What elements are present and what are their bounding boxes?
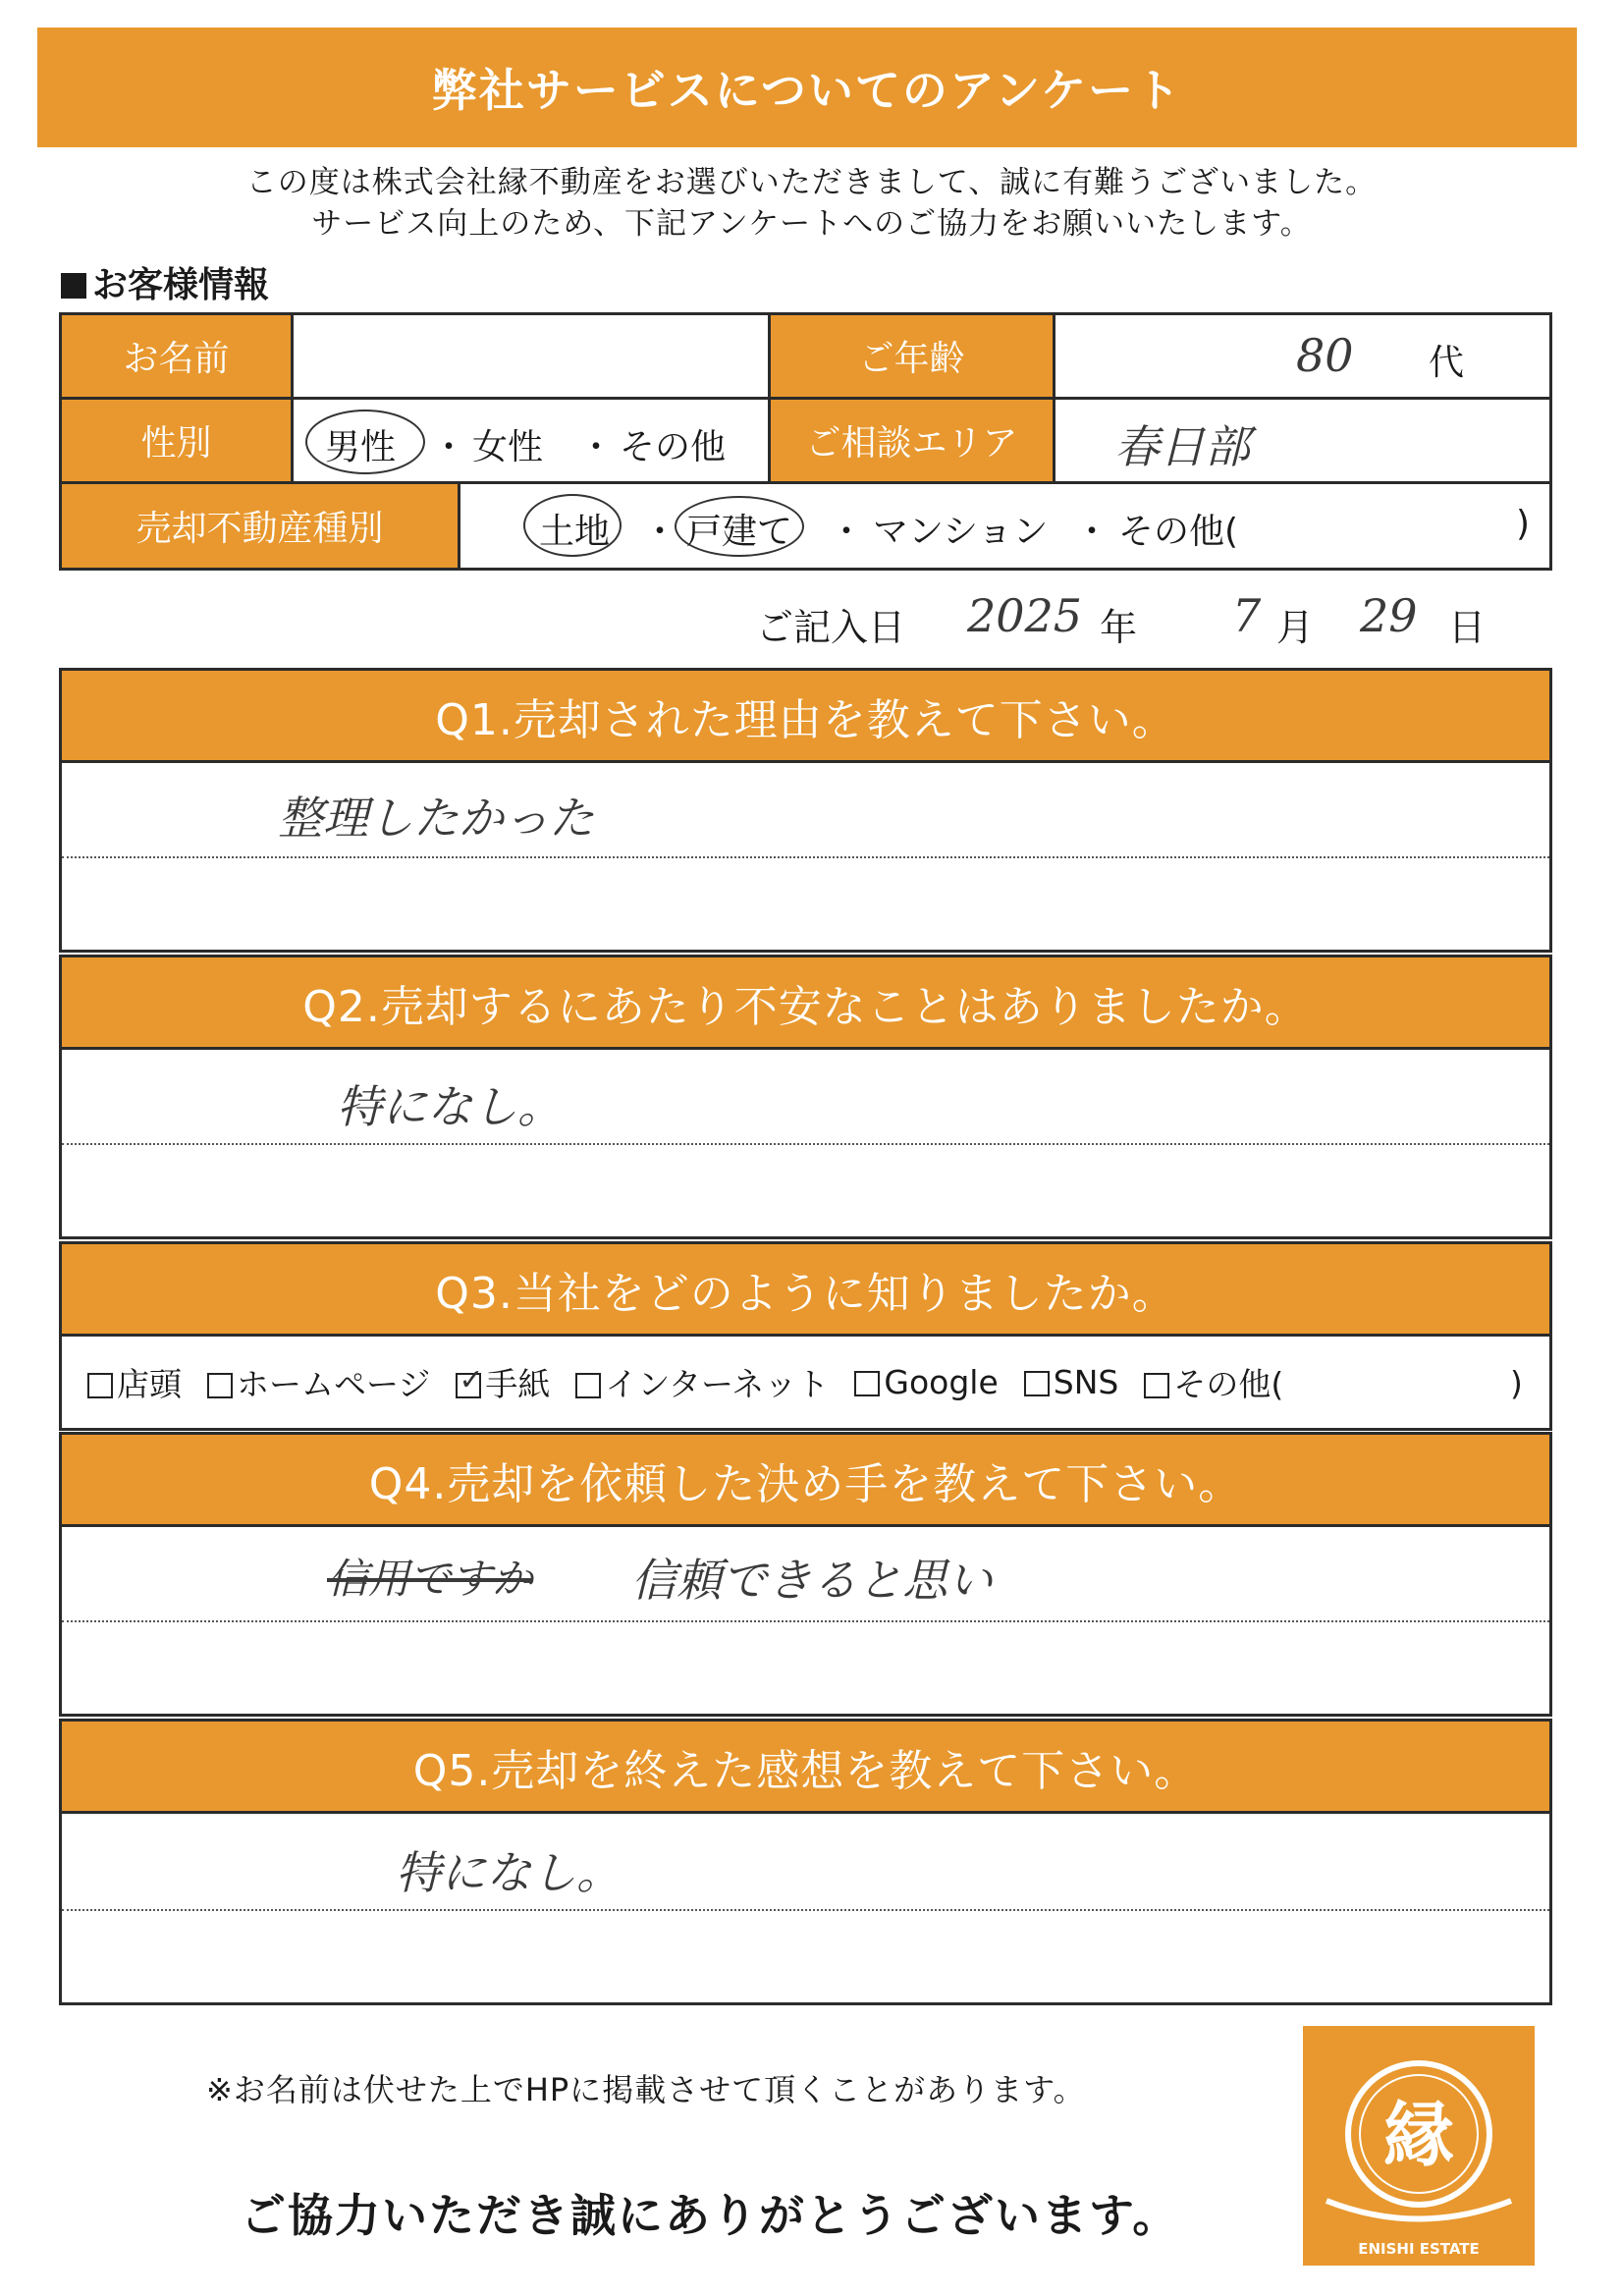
answer-4-struck: 信用ですか xyxy=(327,1555,534,1603)
answer-box-2[interactable] xyxy=(59,1050,1552,1239)
option-google[interactable]: Google xyxy=(854,1363,998,1401)
area-label: ご相談エリア xyxy=(771,400,1055,484)
separator: ・ xyxy=(1074,512,1110,552)
svg-text:縁: 縁 xyxy=(1382,2093,1455,2176)
gender-options xyxy=(294,400,771,484)
date-month: 7 xyxy=(1232,589,1262,642)
answer-box-5[interactable] xyxy=(59,1814,1552,2005)
checkbox-icon[interactable] xyxy=(1024,1371,1050,1396)
property-option-condo[interactable]: マンション xyxy=(873,512,1049,552)
area-value: 春日部 xyxy=(1114,420,1250,473)
privacy-note: ※お名前は伏せた上でHPに掲載させて頂くことがあります。 xyxy=(206,2071,1086,2108)
age-unit: 代 xyxy=(1429,343,1465,383)
name-field[interactable] xyxy=(294,315,771,400)
checkbox-icon[interactable] xyxy=(575,1373,601,1398)
name-label: お名前 xyxy=(62,315,294,400)
separator: ・ xyxy=(578,427,615,467)
separator: ・ xyxy=(431,427,467,467)
option-internet[interactable]: インターネット xyxy=(575,1359,829,1405)
gender-option-male[interactable]: 男性 xyxy=(325,427,397,467)
checkbox-icon[interactable] xyxy=(1144,1373,1169,1398)
separator: ・ xyxy=(642,512,678,552)
date-year: 2025 xyxy=(967,589,1083,642)
option-other-close: ) xyxy=(1510,1364,1523,1402)
checkbox-icon[interactable] xyxy=(207,1373,233,1398)
dotted-line xyxy=(62,1909,1549,1911)
question-4: Q4.売却を依頼した決め手を教えて下さい。 xyxy=(59,1432,1552,1527)
svg-text:ENISHI ESTATE: ENISHI ESTATE xyxy=(1358,2240,1480,2258)
checked-checkbox-icon[interactable] xyxy=(456,1373,481,1398)
option-letter[interactable]: ✓ 手紙 xyxy=(456,1359,550,1405)
property-option-close: ) xyxy=(1516,504,1531,544)
date-year-unit: 年 xyxy=(1100,606,1138,649)
thank-you-message: ご協力いただき誠にありがとうございます。 xyxy=(241,2189,1180,2242)
question-3: Q3.当社をどのように知りましたか。 xyxy=(59,1241,1552,1337)
question-2: Q2.売却するにあたり不安なことはありましたか。 xyxy=(59,955,1552,1050)
date-month-unit: 月 xyxy=(1276,606,1315,649)
dotted-line xyxy=(62,856,1549,858)
dotted-line xyxy=(62,1143,1549,1145)
property-type-label: 売却不動産種別 xyxy=(62,484,460,568)
answer-box-4[interactable] xyxy=(59,1527,1552,1717)
logo-mark-icon xyxy=(1303,2026,1535,2266)
property-option-other[interactable]: その他( xyxy=(1118,512,1239,552)
age-label: ご年齢 xyxy=(771,315,1055,400)
age-field[interactable] xyxy=(1055,315,1549,400)
answer-4: 信頼できると思い xyxy=(631,1554,993,1607)
answer-5: 特になし。 xyxy=(396,1846,622,1899)
gender-option-female[interactable]: 女性 xyxy=(472,427,544,467)
option-storefront[interactable]: 店頭 xyxy=(87,1359,182,1405)
intro-line-2: サービス向上のため、下記アンケートへのご協力をお願いいたします。 xyxy=(311,206,1312,242)
source-options xyxy=(59,1337,1552,1431)
enishi-estate-logo xyxy=(1303,2026,1535,2266)
property-type-options xyxy=(460,484,1549,568)
gender-label: 性別 xyxy=(62,400,294,484)
question-5: Q5.売却を終えた感想を教えて下さい。 xyxy=(59,1719,1552,1814)
separator: ・ xyxy=(829,512,865,552)
option-other[interactable]: その他( xyxy=(1144,1359,1283,1405)
area-field[interactable] xyxy=(1055,400,1549,484)
property-option-land[interactable]: 土地 xyxy=(539,512,611,552)
answer-2: 特になし。 xyxy=(337,1080,563,1133)
intro-line-1: この度は株式会社縁不動産をお選びいただきまして、誠に有難うございました。 xyxy=(245,165,1378,200)
customer-section-heading: お客様情報 xyxy=(61,257,269,307)
dotted-line xyxy=(62,1620,1549,1622)
customer-info-table xyxy=(59,312,1552,571)
date-label: ご記入日 xyxy=(756,606,906,649)
answer-1: 整理したかった xyxy=(278,792,594,845)
checkbox-icon[interactable] xyxy=(854,1371,880,1396)
option-sns[interactable]: SNS xyxy=(1024,1363,1119,1401)
option-homepage[interactable]: ホームページ xyxy=(207,1359,430,1405)
survey-title: 弊社サービスについてのアンケート xyxy=(37,27,1577,147)
age-value: 80 xyxy=(1296,329,1354,382)
date-day: 29 xyxy=(1360,589,1418,642)
checkbox-icon[interactable] xyxy=(87,1373,113,1398)
gender-option-other[interactable]: その他 xyxy=(620,427,727,467)
square-bullet-icon xyxy=(61,273,86,299)
answer-box-1[interactable] xyxy=(59,763,1552,953)
date-day-unit: 日 xyxy=(1448,606,1487,649)
property-option-house[interactable]: 戸建て xyxy=(686,512,793,552)
question-1: Q1.売却された理由を教えて下さい。 xyxy=(59,668,1552,763)
